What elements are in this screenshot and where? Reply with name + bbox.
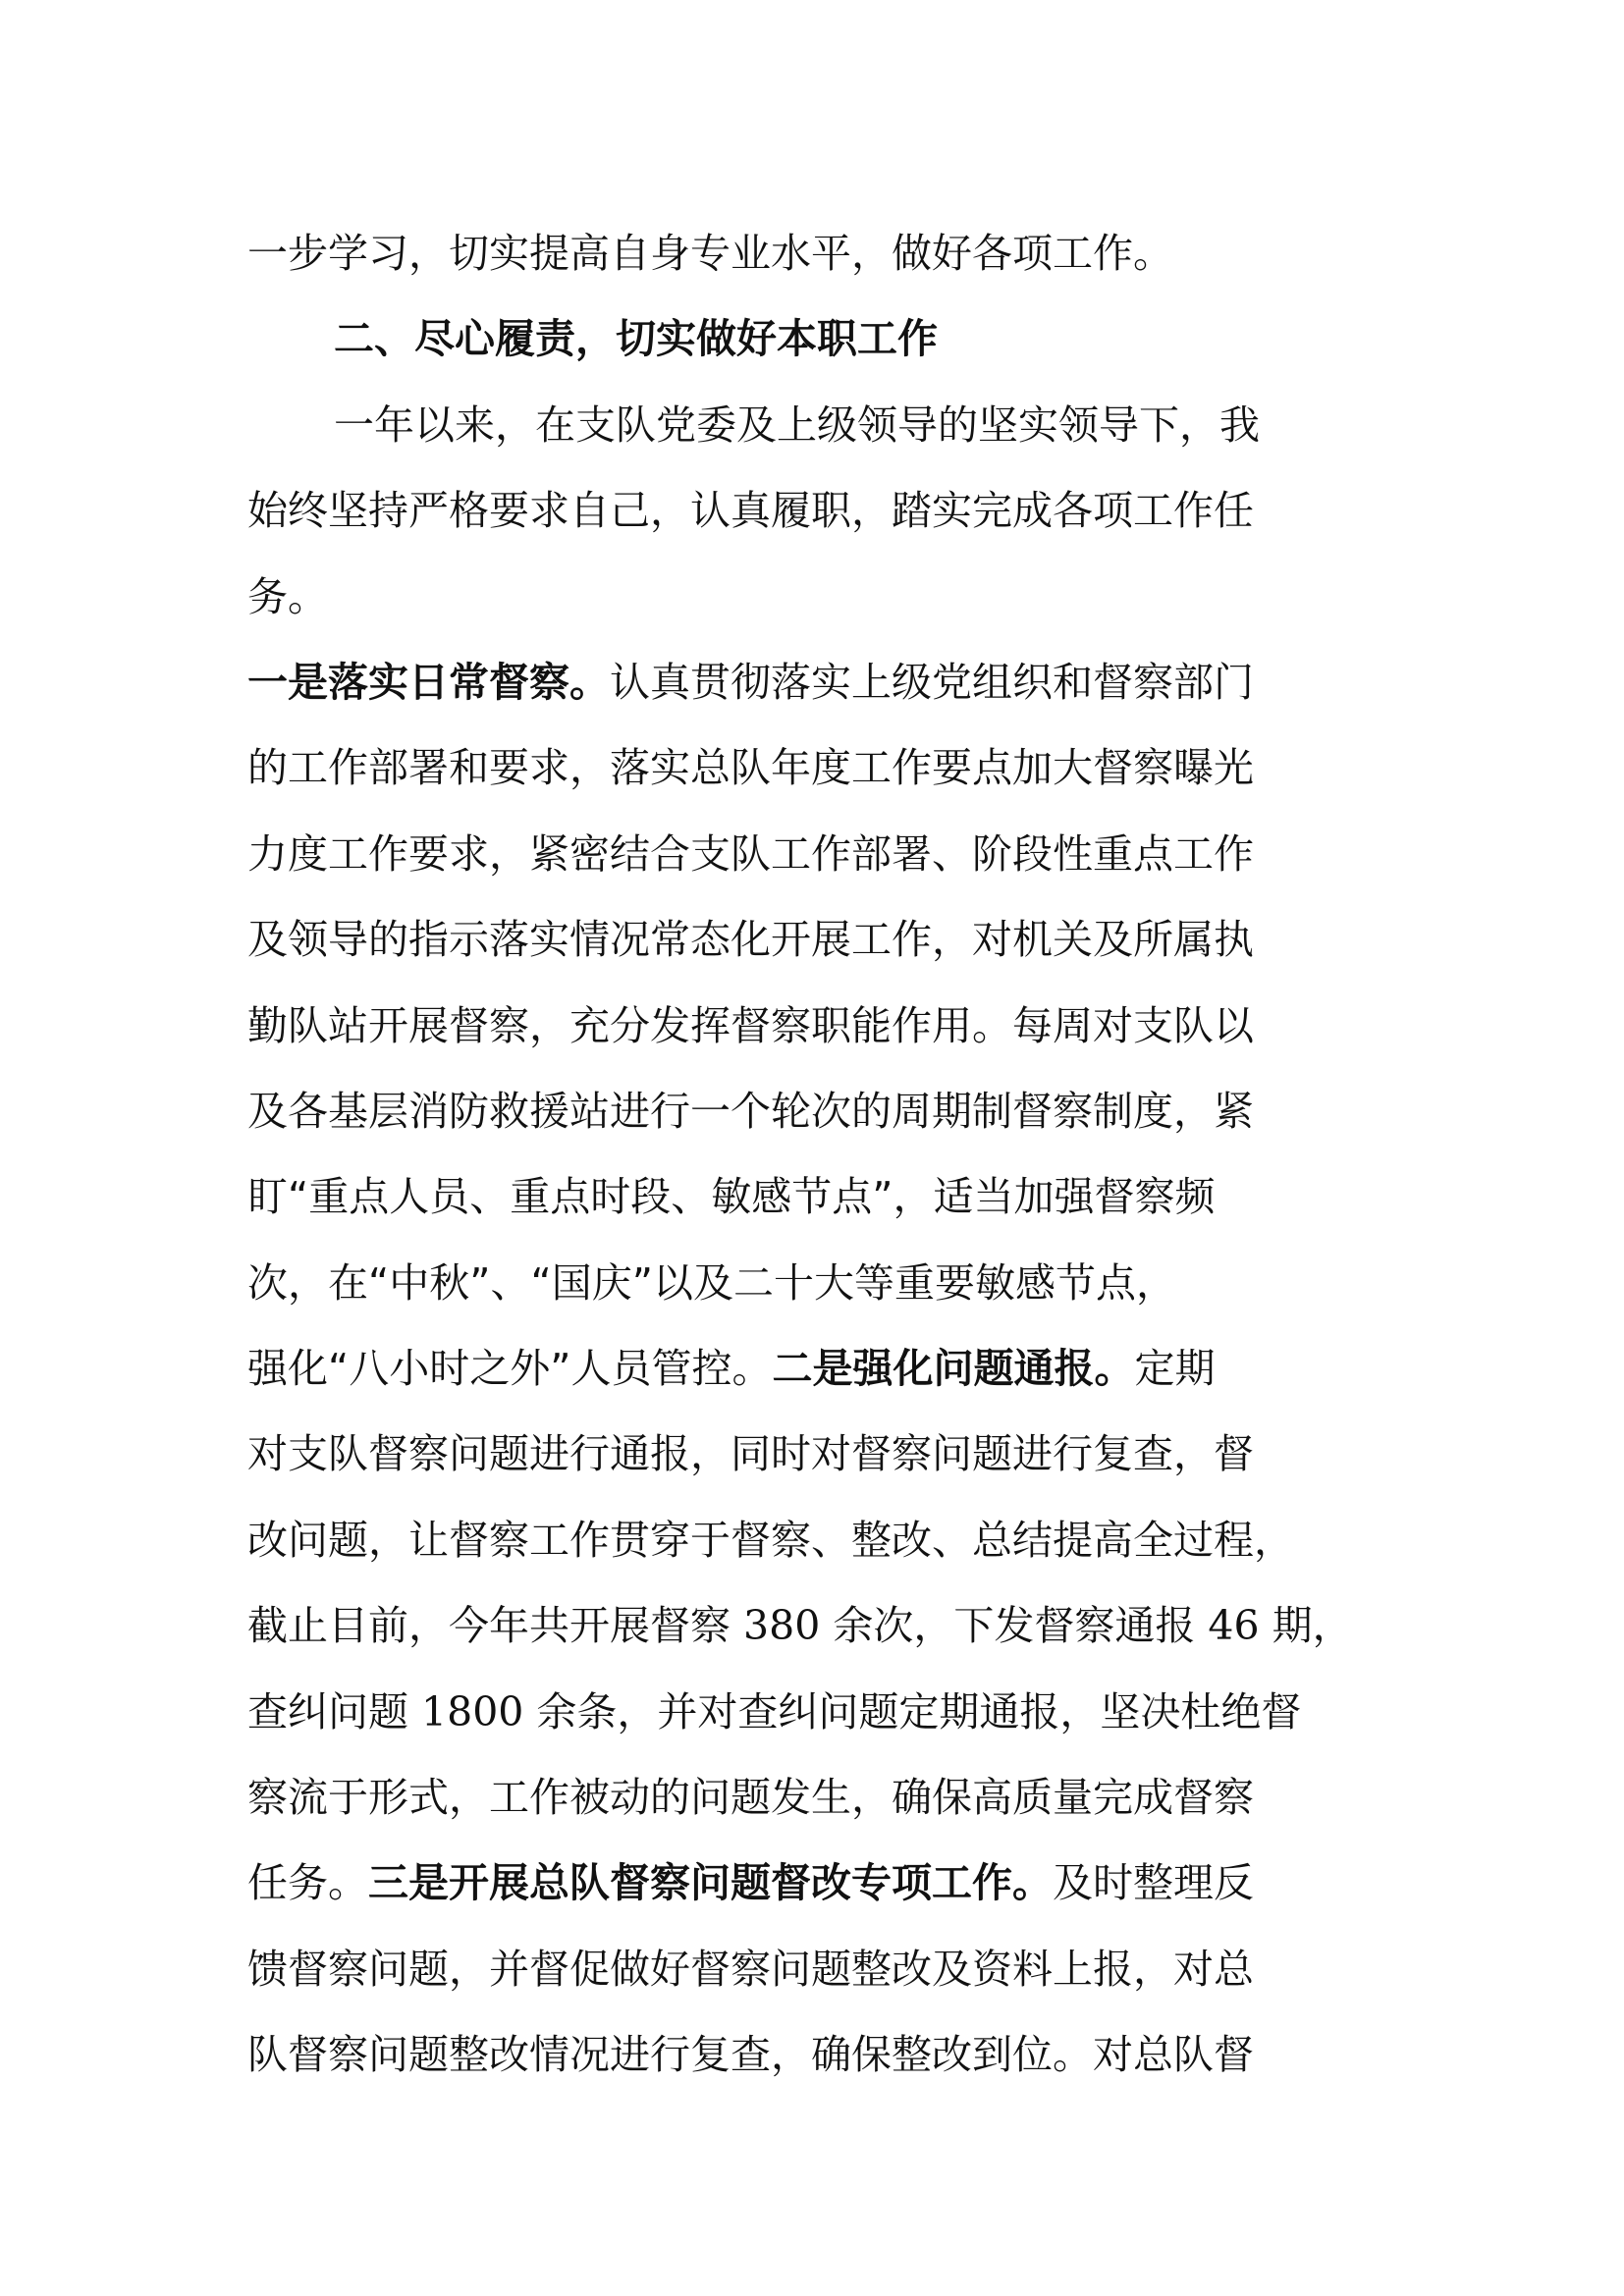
text-run: 勤队站开展督察，充分发挥督察职能作用。每周对支队以 xyxy=(247,1001,1254,1049)
text-run: 察流于形式，工作被动的问题发生，确保高质量完成督察 xyxy=(247,1774,1254,1822)
text-run: 的工作部署和要求，落实总队年度工作要点加大督察曝光 xyxy=(247,744,1254,792)
paragraph-line xyxy=(247,1498,1386,1583)
bold-run: 二是强化问题通报。 xyxy=(772,1345,1135,1393)
text-run: 馈督察问题，并督促做好督察问题整改及资料上报，对总 xyxy=(247,1945,1254,1993)
bold-run: 二、尽心履责，切实做好本职工作 xyxy=(334,315,938,363)
paragraph-line xyxy=(247,211,1386,296)
bold-run: 三是开展总队督察问题督改专项工作。 xyxy=(368,1859,1053,1907)
paragraph-line xyxy=(247,640,1386,725)
paragraph-line xyxy=(247,1841,1386,1926)
text-run: 余次，下发督察通报 xyxy=(820,1602,1209,1650)
text-run: 余条，并对查纠问题定期通报，坚决杜绝督 xyxy=(523,1687,1302,1735)
paragraph-line xyxy=(247,383,1386,468)
section-heading xyxy=(247,296,1386,382)
paragraph-line xyxy=(247,1583,1386,1669)
number-run: 46 xyxy=(1208,1602,1260,1650)
paragraph-line xyxy=(247,897,1386,983)
paragraph-line xyxy=(247,1670,1386,1755)
text-run: 改问题，让督察工作贯穿于督察、整改、总结提高全过程， xyxy=(247,1516,1294,1564)
text-run: 对支队督察问题进行通报，同时对督察问题进行复查，督 xyxy=(247,1430,1254,1478)
text-run: 次，在“中秋”、“国庆”以及二十大等重要敏感节点， xyxy=(247,1258,1176,1307)
text-run: 查纠问题 xyxy=(247,1687,422,1735)
text-run: 及领导的指示落实情况常态化开展工作，对机关及所属执 xyxy=(247,916,1254,964)
paragraph-line xyxy=(247,1755,1386,1841)
text-run: 一年以来，在支队党委及上级领导的坚实领导下，我 xyxy=(334,400,1260,449)
text-run: 队督察问题整改情况进行复查，确保整改到位。对总队督 xyxy=(247,2031,1254,2079)
paragraph-line xyxy=(247,468,1386,554)
paragraph-line xyxy=(247,2012,1386,2098)
text-run: 定期 xyxy=(1134,1345,1216,1393)
bold-run: 一是落实日常督察。 xyxy=(247,658,610,706)
text-run: 及各基层消防救援站进行一个轮次的周期制督察制度，紧 xyxy=(247,1087,1254,1135)
paragraph-line xyxy=(247,1412,1386,1497)
paragraph-line xyxy=(247,1241,1386,1326)
number-run: 1800 xyxy=(421,1687,524,1735)
text-run: 盯“重点人员、重点时段、敏感节点”，适当加强督察频 xyxy=(247,1173,1216,1221)
text-run: 及时整理反 xyxy=(1053,1859,1254,1907)
text-run: 任务。 xyxy=(247,1859,368,1907)
document-page xyxy=(247,211,1386,2099)
number-run: 380 xyxy=(743,1602,821,1650)
paragraph-line xyxy=(247,812,1386,897)
text-run: 始终坚持严格要求自己，认真履职，踏实完成各项工作任 xyxy=(247,487,1254,535)
paragraph-line xyxy=(247,555,1386,640)
text-run: 期， xyxy=(1259,1602,1353,1650)
text-run: 务。 xyxy=(247,572,328,620)
text-run: 认真贯彻落实上级党组织和督察部门 xyxy=(610,658,1254,706)
paragraph-line xyxy=(247,1154,1386,1240)
paragraph-line xyxy=(247,1326,1386,1412)
text-run: 力度工作要求，紧密结合支队工作部署、阶段性重点工作 xyxy=(247,829,1254,878)
text-run: 截止目前，今年共开展督察 xyxy=(247,1602,744,1650)
text-run: 强化“八小时之外”人员管控。 xyxy=(247,1345,773,1393)
text-run: 一步学习，切实提高自身专业水平，做好各项工作。 xyxy=(247,230,1173,277)
paragraph-line xyxy=(247,725,1386,811)
paragraph-line xyxy=(247,984,1386,1069)
paragraph-line xyxy=(247,1069,1386,1154)
paragraph-line xyxy=(247,1927,1386,2012)
